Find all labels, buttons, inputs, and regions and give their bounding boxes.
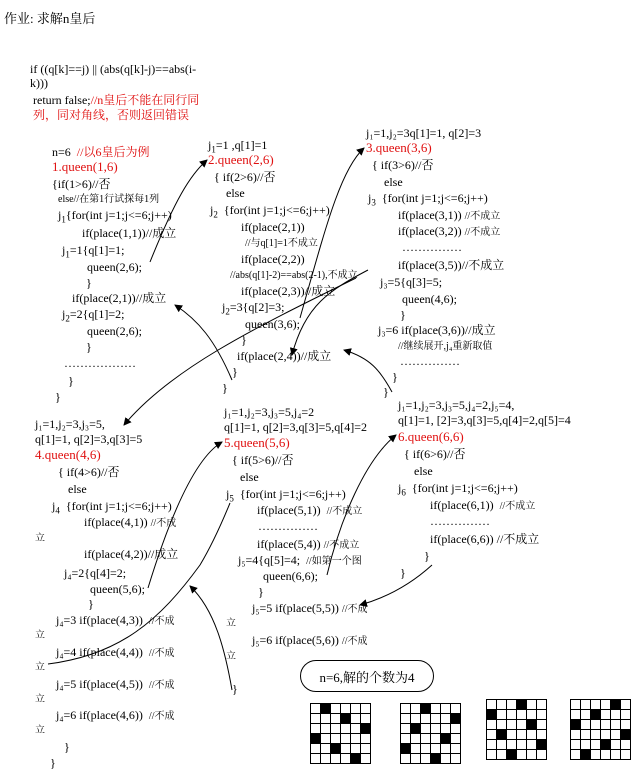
block1-line: $j_1\{for(int$ j=1;j<=6;j++): [58, 208, 172, 225]
board-cell: [331, 714, 341, 724]
block3-line: //继续展开,j₄重新取值: [398, 341, 493, 352]
arrow-return-block6: [360, 565, 432, 605]
queen-cell: [507, 750, 517, 760]
block2-line: $j_2$ {for(int j=1;j<=6;j++): [210, 203, 330, 220]
result-label: n=6,解的个数为4: [319, 669, 415, 685]
board-cell: [581, 740, 591, 750]
board-cell: [441, 744, 451, 754]
board-cell: [517, 720, 527, 730]
board-cell: [507, 730, 517, 740]
board-cell: [487, 750, 497, 760]
board-cell: [581, 720, 591, 730]
intro-code-line2: k))): [30, 76, 48, 90]
queen-cell: [497, 730, 507, 740]
board-cell: [601, 700, 611, 710]
queen-cell: [591, 710, 601, 720]
board-cell: [611, 720, 621, 730]
board-cell: [311, 714, 321, 724]
block4-line: { if(4>6)//否: [58, 465, 120, 479]
block2-line: { if(2>6)//否: [214, 170, 276, 184]
block1-line: queen(2,6);: [87, 324, 142, 338]
board-cell: [341, 704, 351, 714]
block1-n: [52, 145, 149, 159]
queen-cell: [331, 744, 341, 754]
board-cell: [341, 744, 351, 754]
board-cell: [411, 744, 421, 754]
board-cell: [527, 710, 537, 720]
board-cell: [507, 740, 517, 750]
queen-cell: [611, 700, 621, 710]
block1-line: else//在第1行试探每1列: [58, 194, 160, 205]
queen-cell: [441, 734, 451, 744]
board-cell: [537, 720, 547, 730]
block4-line: }: [88, 597, 94, 611]
block6-line: { if(6>6)//否: [404, 447, 466, 461]
block6-call: 6.queen(6,6): [398, 429, 464, 444]
block1-line: }: [68, 374, 74, 388]
board-cell: [497, 750, 507, 760]
board-cell: [571, 750, 581, 760]
block3-line: else: [384, 175, 403, 189]
board-cell: [431, 744, 441, 754]
board-cell: [351, 734, 361, 744]
block2-line: if(place(2,3))//成立: [241, 284, 336, 298]
board-cell: [431, 704, 441, 714]
block2-line: if(place(2,2)): [241, 252, 305, 266]
block2-call: 2.queen(2,6): [208, 152, 274, 167]
block2-header: $j_1=1$ ,q[1]=1: [208, 138, 268, 155]
board-cell: [341, 754, 351, 764]
board-cell: [411, 704, 421, 714]
board-cell: [411, 754, 421, 764]
block5-line: ……………: [258, 519, 318, 533]
block4-line: }: [64, 740, 70, 754]
block4-line: if(place(4,2))//成立: [84, 547, 179, 561]
queen-cell: [537, 740, 547, 750]
block5-line: $j_5$ {for(int j=1;j<=6;j++): [226, 487, 346, 504]
board-cell: [621, 750, 631, 760]
block6-line: }: [424, 549, 430, 563]
board-cell: [591, 700, 601, 710]
board-cell: [421, 714, 431, 724]
block1-line: }: [86, 276, 92, 290]
block2-line: }: [222, 381, 228, 395]
board-cell: [451, 754, 461, 764]
block3-line: j₃=5{q[3]=5;: [380, 275, 443, 289]
block4-line: }: [50, 756, 56, 770]
board-cell: [311, 724, 321, 734]
block1-line: if(place(1,1))//成立: [82, 226, 177, 240]
board-cell: [517, 710, 527, 720]
board-cell: [611, 740, 621, 750]
block5-line: }: [232, 682, 238, 696]
block5-line: j₅=4{q[5]=4; //如第一个图: [238, 553, 362, 567]
queen-cell: [311, 734, 321, 744]
intro-comment2: 列，同对角线，否则返回错误: [33, 108, 190, 122]
board-cell: [497, 720, 507, 730]
board-cell: [311, 744, 321, 754]
board-cell: [537, 750, 547, 760]
block5-line: if(place(5,4)) //不成立: [257, 537, 360, 551]
board-cell: [527, 740, 537, 750]
board-cell: [361, 714, 371, 724]
queen-cell: [341, 714, 351, 724]
block1-n-text: n=6: [52, 145, 71, 159]
block1-line: if(place(2,1))//成立: [72, 291, 167, 305]
board-cell: [361, 704, 371, 714]
arrow-return-block5b: [190, 586, 232, 690]
board-cell: [507, 700, 517, 710]
board-cell: [361, 734, 371, 744]
block4-line: 立: [35, 694, 45, 705]
board-cell: [421, 744, 431, 754]
block6-line: }: [400, 566, 406, 580]
solution-board-3: [486, 699, 547, 760]
block1-line: $j_2=2\{q[1]=2$;: [62, 307, 125, 324]
block4-line: j₄=6 if(place(4,6)) //不成: [56, 708, 175, 722]
block4-line: 立: [35, 533, 45, 544]
board-cell: [331, 704, 341, 714]
board-cell: [351, 724, 361, 734]
block5-line: }: [258, 585, 264, 599]
board-cell: [351, 744, 361, 754]
board-cell: [517, 740, 527, 750]
board-cell: [341, 734, 351, 744]
block4-line: j₄=5 if(place(4,5)) //不成: [56, 677, 175, 691]
block2-line: }: [232, 365, 238, 379]
block3-line: if(place(3,5))//不成立: [398, 258, 505, 272]
block1-line: }: [86, 340, 92, 354]
block4-line: 立: [35, 630, 45, 641]
block3-line: j₃=6 if(place(3,6))//成立: [378, 323, 496, 337]
board-cell: [527, 730, 537, 740]
block5-line: 立: [226, 651, 236, 662]
block4-call: 4.queen(4,6): [35, 447, 101, 462]
block5-line: if(place(5,1)) //不成立: [257, 503, 363, 517]
board-cell: [401, 724, 411, 734]
board-cell: [591, 730, 601, 740]
queen-cell: [411, 724, 421, 734]
intro-return-line: [33, 93, 199, 107]
board-cell: [621, 710, 631, 720]
board-cell: [361, 744, 371, 754]
block5-line: else: [240, 470, 259, 484]
block1-line: {if(1>6)//否: [52, 177, 111, 191]
queen-cell: [621, 730, 631, 740]
board-cell: [331, 734, 341, 744]
block6-line: ……………: [430, 514, 490, 528]
block6-line: if(place(6,1)) //不成立: [430, 498, 536, 512]
board-cell: [601, 720, 611, 730]
board-cell: [441, 704, 451, 714]
board-cell: [441, 714, 451, 724]
board-cell: [591, 720, 601, 730]
board-cell: [497, 740, 507, 750]
board-cell: [527, 750, 537, 760]
block3-line: { if(3>6)//否: [372, 158, 434, 172]
block5-line: j₅=6 if(place(5,6)) //不成: [252, 633, 368, 647]
block2-line: queen(3,6);: [245, 317, 300, 331]
board-cell: [451, 724, 461, 734]
queen-cell: [601, 740, 611, 750]
queen-cell: [321, 704, 331, 714]
board-cell: [487, 720, 497, 730]
board-cell: [621, 700, 631, 710]
block1-line: ………………: [64, 356, 136, 370]
block3-line: if(place(3,2)) //不成立: [398, 224, 501, 238]
block4-line: j₄=2{q[4]=2;: [64, 566, 127, 580]
board-cell: [611, 750, 621, 760]
board-cell: [361, 754, 371, 764]
board-cell: [601, 710, 611, 720]
board-cell: [341, 724, 351, 734]
block4-line: queen(5,6);: [90, 582, 145, 596]
board-cell: [517, 750, 527, 760]
board-cell: [601, 750, 611, 760]
board-cell: [331, 724, 341, 734]
board-cell: [401, 754, 411, 764]
intro-return: return false;: [33, 93, 91, 107]
board-cell: [601, 730, 611, 740]
block2-line: }: [241, 333, 247, 347]
board-cell: [411, 734, 421, 744]
board-cell: [571, 740, 581, 750]
block2-line: //与q[1]=1不成立: [245, 238, 318, 249]
block6-line: if(place(6,6)) //不成立: [430, 532, 540, 546]
board-cell: [411, 714, 421, 724]
block2-line: if(place(2,1)): [241, 220, 305, 234]
board-cell: [421, 754, 431, 764]
board-cell: [401, 714, 411, 724]
board-cell: [441, 724, 451, 734]
queen-cell: [517, 700, 527, 710]
block1-line: $j_1=1\{q[1]=1$;: [62, 243, 125, 260]
block4-header: j₁=1,j₂=3,j₃=5,: [35, 417, 105, 431]
block4-line: $j_4$ {for(int j=1;j<=6;j++): [52, 499, 172, 516]
board-cell: [487, 730, 497, 740]
block5-line: queen(6,6);: [263, 569, 318, 583]
board-cell: [611, 710, 621, 720]
board-cell: [451, 744, 461, 754]
board-cell: [487, 740, 497, 750]
queen-cell: [451, 714, 461, 724]
board-cell: [591, 740, 601, 750]
solution-board-1: [310, 703, 371, 764]
block4-line: j₄=3 if(place(4,3)) //不成: [56, 613, 175, 627]
block5-line: { if(5>6)//否: [232, 453, 294, 467]
board-cell: [507, 710, 517, 720]
intro-comment1: //n皇后不能在同行同: [90, 93, 200, 107]
block6-header2: q[1]=1, [2]=3,q[3]=5,q[4]=2,q[5]=4: [398, 413, 571, 427]
board-cell: [431, 734, 441, 744]
intro-code-line1: if ((q[k]==j) || (abs(q[k]-j)==abs(i-: [30, 62, 197, 76]
board-cell: [321, 724, 331, 734]
board-cell: [591, 750, 601, 760]
board-cell: [581, 700, 591, 710]
block4-line: 立: [35, 662, 45, 673]
block6-header: j₁=1,j₂=3,j₃=5,j₄=2,j₅=4,: [398, 398, 515, 412]
board-cell: [401, 704, 411, 714]
board-cell: [321, 714, 331, 724]
board-cell: [431, 714, 441, 724]
board-cell: [507, 720, 517, 730]
board-cell: [571, 710, 581, 720]
board-cell: [571, 730, 581, 740]
block4-header2: q[1]=1, q[2]=3,q[3]=5: [35, 432, 143, 446]
block3-line: ……………: [400, 354, 460, 368]
block3-line: $j_3$ {for(int j=1;j<=6;j++): [368, 191, 488, 208]
board-cell: [401, 734, 411, 744]
board-cell: [537, 710, 547, 720]
board-cell: [497, 700, 507, 710]
result-box: [300, 660, 434, 692]
board-cell: [537, 730, 547, 740]
board-cell: [621, 720, 631, 730]
queen-cell: [351, 754, 361, 764]
block5-call: 5.queen(5,6): [224, 435, 290, 450]
board-cell: [351, 714, 361, 724]
page-title: 作业: 求解n皇后: [4, 11, 96, 26]
board-cell: [497, 710, 507, 720]
block3-line: queen(4,6);: [402, 292, 457, 306]
block1-line: queen(2,6);: [87, 260, 142, 274]
block5-header2: q[1]=1, q[2]=3,q[3]=5,q[4]=2: [224, 420, 368, 434]
queen-cell: [581, 750, 591, 760]
block5-line: j₅=5 if(place(5,5)) //不成: [252, 601, 368, 615]
solution-board-4: [570, 699, 631, 760]
block3-line: ……………: [402, 240, 462, 254]
block2-line: //abs(q[1]-2)==abs(2-1),不成立: [230, 270, 358, 281]
block4-line: 立: [35, 725, 45, 736]
block1-n-comment: //以6皇后为例: [76, 145, 150, 159]
board-cell: [311, 754, 321, 764]
block1-line: }: [55, 390, 61, 404]
board-cell: [451, 734, 461, 744]
queen-cell: [487, 710, 497, 720]
block3-header: j₁=1,j₂=3q[1]=1, q[2]=3: [366, 126, 482, 140]
board-cell: [421, 724, 431, 734]
board-cell: [581, 730, 591, 740]
block3-line: if(place(3,1)) //不成立: [398, 208, 501, 222]
block5-header: j₁=1,j₂=3,j₃=5,j₄=2: [224, 405, 315, 419]
board-cell: [571, 700, 581, 710]
board-cell: [487, 700, 497, 710]
block1-call: 1.queen(1,6): [52, 159, 118, 174]
queen-cell: [571, 720, 581, 730]
block3-call: 3.queen(3,6): [366, 140, 432, 155]
block2-line: else: [226, 186, 245, 200]
block5-line: 立: [226, 618, 236, 629]
solution-board-2: [400, 703, 461, 764]
block6-line: $j_6$ {for(int j=1;j<=6;j++): [398, 481, 518, 498]
board-cell: [321, 754, 331, 764]
block3-line: }: [392, 370, 398, 384]
queen-cell: [401, 744, 411, 754]
queen-cell: [361, 724, 371, 734]
board-cell: [311, 704, 321, 714]
board-cell: [351, 704, 361, 714]
block6-line: else: [414, 464, 433, 478]
queen-cell: [431, 754, 441, 764]
block4-line: else: [68, 482, 87, 496]
board-cell: [581, 710, 591, 720]
block4-line: j₄=4 if(place(4,4)) //不成: [56, 645, 175, 659]
block2-line: $j_2=3\{q[2]=3$;: [222, 300, 285, 317]
board-cell: [517, 730, 527, 740]
block2-line: if(place(2,4))//成立: [237, 349, 332, 363]
queen-cell: [527, 720, 537, 730]
board-cell: [441, 754, 451, 764]
board-cell: [527, 700, 537, 710]
board-cell: [611, 730, 621, 740]
board-cell: [321, 744, 331, 754]
block3-line: }: [383, 385, 389, 399]
board-cell: [321, 734, 331, 744]
board-cell: [421, 734, 431, 744]
board-cell: [537, 700, 547, 710]
board-cell: [331, 754, 341, 764]
block4-line: if(place(4,1)) //不成: [84, 515, 177, 529]
queen-cell: [421, 704, 431, 714]
board-cell: [451, 704, 461, 714]
board-cell: [621, 740, 631, 750]
block3-line: }: [400, 308, 406, 322]
board-cell: [431, 724, 441, 734]
